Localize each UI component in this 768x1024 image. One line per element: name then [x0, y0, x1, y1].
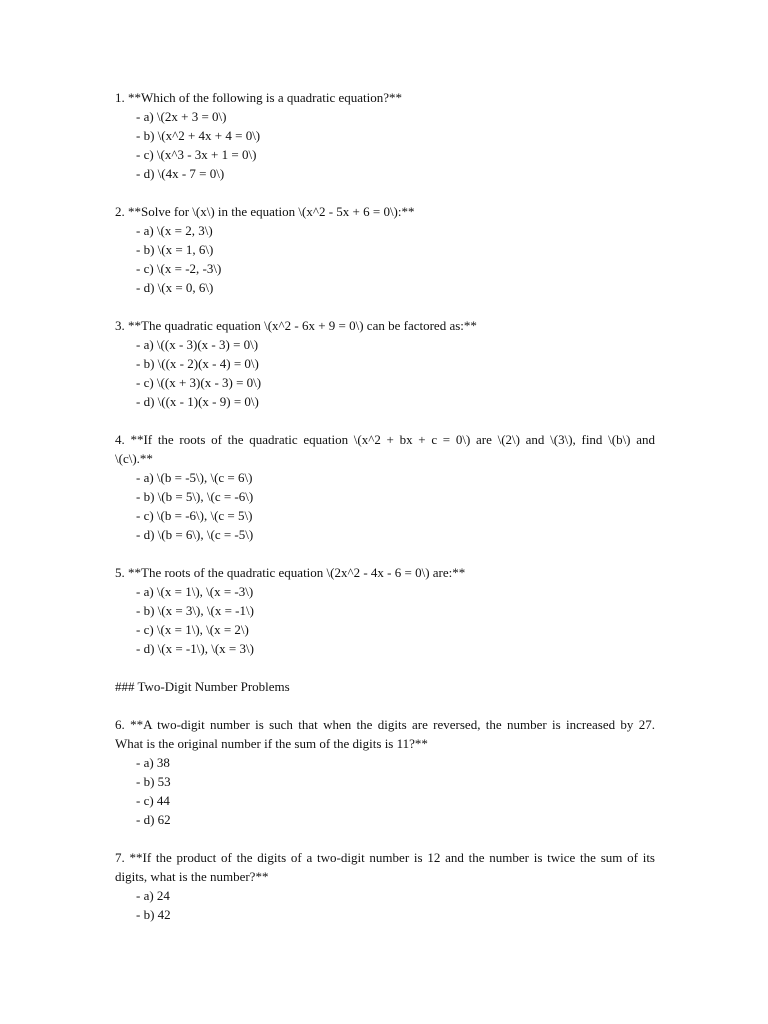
question-text: 5. **The roots of the quadratic equation \(2x^2 - 4x - 6 = 0\) are:**	[115, 565, 466, 580]
question-text: 1. **Which of the following is a quadratic equation?**	[115, 90, 403, 105]
question-7	[115, 848, 655, 924]
option-a: - a) \(x = 2, 3\)	[136, 223, 213, 238]
option-a: - a) 24	[136, 888, 170, 903]
option-a: - a) \(x = 1\), \(x = -3\)	[136, 584, 254, 599]
spacer	[115, 829, 655, 848]
option-b: - b) 53	[136, 774, 171, 789]
question-text: 4. **If the roots of the quadratic equation \(x^2 + bx + c = 0\) are \(2\) and \(3\), find \(b\) and	[115, 432, 655, 447]
question-text-continued: digits, what is the number?**	[115, 869, 269, 884]
option-c: - c) \(b = -6\), \(c = 5\)	[136, 508, 253, 523]
option-d: - d) \(x = 0, 6\)	[136, 280, 214, 295]
question-text: 6. **A two-digit number is such that when the digits are reversed, the number is increased by 27.	[115, 717, 655, 732]
option-a: - a) \(b = -5\), \(c = 6\)	[136, 470, 253, 485]
option-d: - d) \(b = 6\), \(c = -5\)	[136, 527, 254, 542]
question-2	[115, 202, 655, 297]
spacer	[115, 297, 655, 316]
spacer	[115, 696, 655, 715]
option-c: - c) 44	[136, 793, 170, 808]
option-b: - b) 42	[136, 907, 171, 922]
spacer	[115, 183, 655, 202]
document-content	[115, 88, 655, 924]
spacer	[115, 658, 655, 677]
question-text: 7. **If the product of the digits of a two-digit number is 12 and the number is twice the sum of its	[115, 850, 655, 865]
question-5	[115, 563, 655, 658]
option-d: - d) 62	[136, 812, 171, 827]
option-c: - c) \(x = -2, -3\)	[136, 261, 222, 276]
option-c: - c) \((x + 3)(x - 3) = 0\)	[136, 375, 262, 390]
question-text-continued: What is the original number if the sum of the digits is 11?**	[115, 736, 428, 751]
option-b: - b) \(x = 1, 6\)	[136, 242, 214, 257]
option-a: - a) 38	[136, 755, 170, 770]
question-3	[115, 316, 655, 411]
option-a: - a) \(2x + 3 = 0\)	[136, 109, 227, 124]
option-b: - b) \(x = 3\), \(x = -1\)	[136, 603, 254, 618]
option-b: - b) \(x^2 + 4x + 4 = 0\)	[136, 128, 261, 143]
option-c: - c) \(x^3 - 3x + 1 = 0\)	[136, 147, 257, 162]
option-a: - a) \((x - 3)(x - 3) = 0\)	[136, 337, 259, 352]
option-d: - d) \(x = -1\), \(x = 3\)	[136, 641, 254, 656]
option-b: - b) \((x - 2)(x - 4) = 0\)	[136, 356, 259, 371]
option-d: - d) \((x - 1)(x - 9) = 0\)	[136, 394, 259, 409]
option-c: - c) \(x = 1\), \(x = 2\)	[136, 622, 249, 637]
question-1	[115, 88, 655, 183]
question-text-continued: \(c\).**	[115, 451, 153, 466]
option-b: - b) \(b = 5\), \(c = -6\)	[136, 489, 254, 504]
spacer	[115, 544, 655, 563]
spacer	[115, 411, 655, 430]
section-heading: ### Two-Digit Number Problems	[115, 679, 290, 694]
question-text: 2. **Solve for \(x\) in the equation \(x^2 - 5x + 6 = 0\):**	[115, 204, 415, 219]
option-d: - d) \(4x - 7 = 0\)	[136, 166, 225, 181]
question-6	[115, 715, 655, 829]
question-text: 3. **The quadratic equation \(x^2 - 6x + 9 = 0\) can be factored as:**	[115, 318, 477, 333]
question-4	[115, 430, 655, 544]
